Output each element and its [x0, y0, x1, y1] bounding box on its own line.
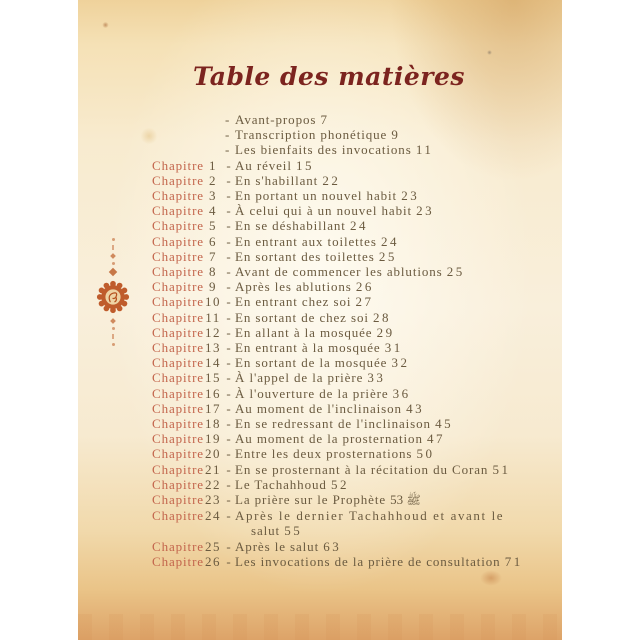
page-number: 24 [380, 233, 399, 249]
dash: - [226, 385, 232, 401]
toc-chapter-row [152, 492, 562, 508]
toc-chapter-row [152, 294, 562, 309]
dash: - [226, 218, 232, 234]
chapter-number: 3 [209, 188, 217, 204]
chapter-number: 24 [205, 508, 221, 524]
page-number: 25 [446, 264, 465, 280]
page-number: 23 [401, 188, 420, 204]
toc-chapter-row [152, 310, 562, 325]
chapter-number: 26 [205, 553, 221, 569]
page-number: 29 [376, 324, 395, 340]
chapter-title: Avant de commencer les ablutions [235, 264, 443, 280]
ornament-dot-icon [112, 238, 115, 241]
chapter-title: En portant un nouvel habit [235, 188, 398, 204]
page-number: 28 [373, 309, 392, 325]
page-bottom-edge-texture [78, 614, 562, 640]
margin-ornament [102, 238, 124, 346]
dash: - [226, 461, 232, 477]
chapter-label: Chapitre [152, 416, 204, 432]
dash: - [225, 127, 231, 143]
page-number: 22 [322, 172, 341, 188]
parchment-page [78, 0, 562, 640]
chapter-title: Au moment de l'inclinaison [235, 400, 402, 416]
chapter-number: 8 [209, 264, 217, 280]
dash: - [226, 188, 232, 204]
toc-chapter-row [152, 340, 562, 355]
toc-chapter-row [152, 401, 562, 416]
page-number: 27 [355, 294, 374, 310]
dash: - [226, 248, 232, 264]
toc-chapter-row [152, 416, 562, 431]
chapter-number: 19 [205, 431, 221, 447]
dash: - [226, 400, 232, 416]
chapter-title: Au moment de la prosternation [235, 431, 423, 447]
chapter-number: 20 [205, 446, 221, 462]
chapter-label: Chapitre [152, 431, 204, 447]
page-number: 36 [392, 385, 411, 401]
page-number: 53 [390, 492, 404, 508]
toc-front-matter-row [152, 142, 562, 157]
ornament-bar-icon [112, 334, 114, 339]
dash: - [226, 476, 232, 492]
chapter-title: À l'appel de la prière [235, 370, 364, 386]
chapter-label: Chapitre [152, 203, 204, 219]
chapter-title: En entrant à la mosquée [235, 340, 381, 356]
dash: - [226, 172, 232, 188]
toc-chapter-row [152, 386, 562, 401]
chapter-label: Chapitre [152, 264, 204, 280]
toc-chapter-row [152, 279, 562, 294]
chapter-number: 18 [205, 416, 221, 432]
chapter-label: Chapitre [152, 233, 204, 249]
page-number: 7 [320, 112, 330, 127]
page-number: 26 [355, 279, 374, 295]
dash: - [226, 416, 232, 432]
dash: - [225, 112, 231, 127]
toc-chapter-row [152, 249, 562, 264]
chapter-title: Après le salut [235, 538, 320, 554]
chapter-label: Chapitre [152, 446, 204, 462]
page-number: 45 [435, 416, 454, 432]
dash: - [226, 538, 232, 554]
page-stain [480, 570, 502, 586]
chapter-label: Chapitre [152, 309, 204, 325]
page-number: 25 [378, 248, 397, 264]
chapter-number: 12 [205, 324, 221, 340]
dash: - [226, 553, 232, 569]
chapter-title: Au réveil [235, 157, 292, 173]
chapter-number: 21 [205, 461, 221, 477]
chapter-label: Chapitre [152, 476, 204, 492]
chapter-number: 6 [209, 233, 217, 249]
chapter-label: Chapitre [152, 340, 204, 356]
chapter-label: Chapitre [152, 370, 204, 386]
chapter-title: Entre les deux prosternations [235, 446, 413, 462]
page-number: 63 [323, 538, 342, 554]
page-number: 15 [296, 157, 314, 173]
ornament-diamond-icon [110, 318, 116, 324]
chapter-label: Chapitre [152, 461, 204, 477]
chapter-label: Chapitre [152, 157, 204, 173]
chapter-label: Chapitre [152, 538, 204, 554]
chapter-title: Après le dernier Tachahhoud et avant le [235, 508, 505, 524]
prophet-salutation-symbol: ﷺ [406, 493, 421, 508]
toc-chapter-row [152, 554, 562, 569]
dash: - [225, 142, 231, 158]
chapter-number: 2 [209, 172, 217, 188]
chapter-title: Le Tachahhoud [235, 476, 327, 492]
chapter-title: En entrant aux toilettes [235, 233, 377, 249]
page-number: 33 [367, 370, 386, 386]
chapter-title: À l'ouverture de la prière [235, 385, 389, 401]
dash: - [226, 355, 232, 371]
page-number: 71 [504, 553, 523, 569]
toc-chapter-row [152, 203, 562, 218]
chapter-number: 17 [205, 400, 221, 416]
dash: - [226, 324, 232, 340]
toc-chapter-row [152, 218, 562, 233]
dash: - [226, 294, 232, 310]
chapter-label: Chapitre [152, 279, 204, 295]
page-title: Table des matières [193, 62, 465, 91]
chapter-label: Chapitre [152, 492, 204, 508]
chapter-label: Chapitre [152, 172, 204, 188]
chapter-number: 23 [205, 492, 221, 508]
chapter-label: Chapitre [152, 188, 204, 204]
table-of-contents [152, 112, 562, 569]
chapter-number: 11 [205, 309, 221, 325]
chapter-label: Chapitre [152, 508, 204, 524]
toc-chapter-row [152, 325, 562, 340]
toc-chapter-row [152, 355, 562, 370]
dash: - [226, 508, 232, 524]
chapter-label: Chapitre [152, 400, 204, 416]
dash: - [226, 431, 232, 447]
toc-chapter-row [152, 508, 562, 538]
chapter-label: Chapitre [152, 324, 204, 340]
chapter-label: Chapitre [152, 248, 204, 264]
ornament-bar-icon [112, 245, 114, 250]
chapter-number: 1 [209, 157, 217, 173]
chapter-label: Chapitre [152, 355, 204, 371]
ornament-diamond-icon [109, 268, 117, 276]
chapter-title: En entrant chez soi [235, 294, 352, 310]
floral-rosette-medallion-icon [95, 279, 131, 315]
toc-chapter-row [152, 188, 562, 203]
page-number: 11 [415, 142, 434, 158]
ornament-dot-icon [112, 327, 115, 330]
dash: - [226, 157, 232, 173]
toc-chapter-row [152, 173, 562, 188]
toc-chapter-row [152, 264, 562, 279]
chapter-label: Chapitre [152, 294, 204, 310]
toc-chapter-row [152, 539, 562, 554]
chapter-title: En se prosternant à la récitation du Coran [235, 461, 489, 477]
ornament-dot-icon [112, 343, 115, 346]
chapter-number: 16 [205, 385, 221, 401]
dash: - [226, 233, 232, 249]
toc-chapter-row [152, 462, 562, 477]
toc-front-matter-row [152, 127, 562, 142]
chapter-title: En sortant de la mosquée [235, 355, 388, 371]
toc-chapter-row [152, 446, 562, 461]
dash: - [226, 264, 232, 280]
chapter-label: Chapitre [152, 218, 204, 234]
chapter-number: 4 [209, 203, 217, 219]
front-matter-title: Transcription phonétique [235, 127, 388, 143]
chapter-number: 22 [205, 476, 221, 492]
chapter-label: Chapitre [152, 385, 204, 401]
page-number: 24 [349, 218, 368, 234]
ornament-diamond-icon [110, 253, 116, 259]
toc-chapter-row [152, 158, 562, 173]
chapter-number: 15 [205, 370, 221, 386]
dash: - [226, 203, 232, 219]
chapter-title: En s'habillant [235, 172, 319, 188]
chapter-title: En allant à la mosquée [235, 324, 373, 340]
toc-chapter-row [152, 477, 562, 492]
page-number: 9 [391, 127, 401, 143]
dash: - [226, 370, 232, 386]
chapter-number: 10 [205, 294, 221, 310]
page-number: 31 [384, 340, 403, 356]
toc-chapter-row [152, 431, 562, 446]
chapter-title: En se redressant de l'inclinaison [235, 416, 431, 432]
page-number: 32 [391, 355, 410, 371]
chapter-number: 7 [209, 248, 217, 264]
chapter-title: En sortant des toilettes [235, 248, 375, 264]
dash: - [226, 446, 232, 462]
chapter-number: 5 [209, 218, 217, 234]
chapter-number: 14 [205, 355, 221, 371]
page-number: 52 [330, 476, 349, 492]
chapter-title: À celui qui à un nouvel habit [235, 203, 413, 219]
chapter-title-continuation: salut [251, 523, 281, 539]
page-stain [487, 50, 492, 55]
page-number: 43 [406, 400, 425, 416]
ornament-dot-icon [112, 262, 115, 265]
front-matter-title: Les bienfaits des invocations [235, 142, 412, 158]
dash: - [226, 340, 232, 356]
chapter-title: La prière sur le Prophète [235, 492, 387, 508]
front-matter-title: Avant-propos [235, 112, 317, 127]
chapter-title: En sortant de chez soi [235, 309, 369, 325]
dash: - [226, 279, 232, 295]
dash: - [226, 309, 232, 325]
chapter-title: Après les ablutions [235, 279, 352, 295]
chapter-number: 25 [205, 538, 221, 554]
page-number: 50 [416, 446, 435, 462]
page-number: 55 [284, 523, 303, 539]
page-stain [102, 22, 109, 28]
toc-chapter-row [152, 234, 562, 249]
chapter-title: Les invocations de la prière de consultation [235, 553, 501, 569]
chapter-number: 13 [205, 340, 221, 356]
page-number: 23 [416, 203, 435, 219]
chapter-number: 9 [209, 279, 217, 295]
page-number: 47 [427, 431, 445, 447]
page-number: 51 [492, 461, 511, 477]
dash: - [226, 492, 232, 508]
chapter-title: En se déshabillant [235, 218, 346, 234]
toc-chapter-row [152, 370, 562, 385]
chapter-label: Chapitre [152, 553, 204, 569]
toc-front-matter-row [152, 112, 562, 127]
